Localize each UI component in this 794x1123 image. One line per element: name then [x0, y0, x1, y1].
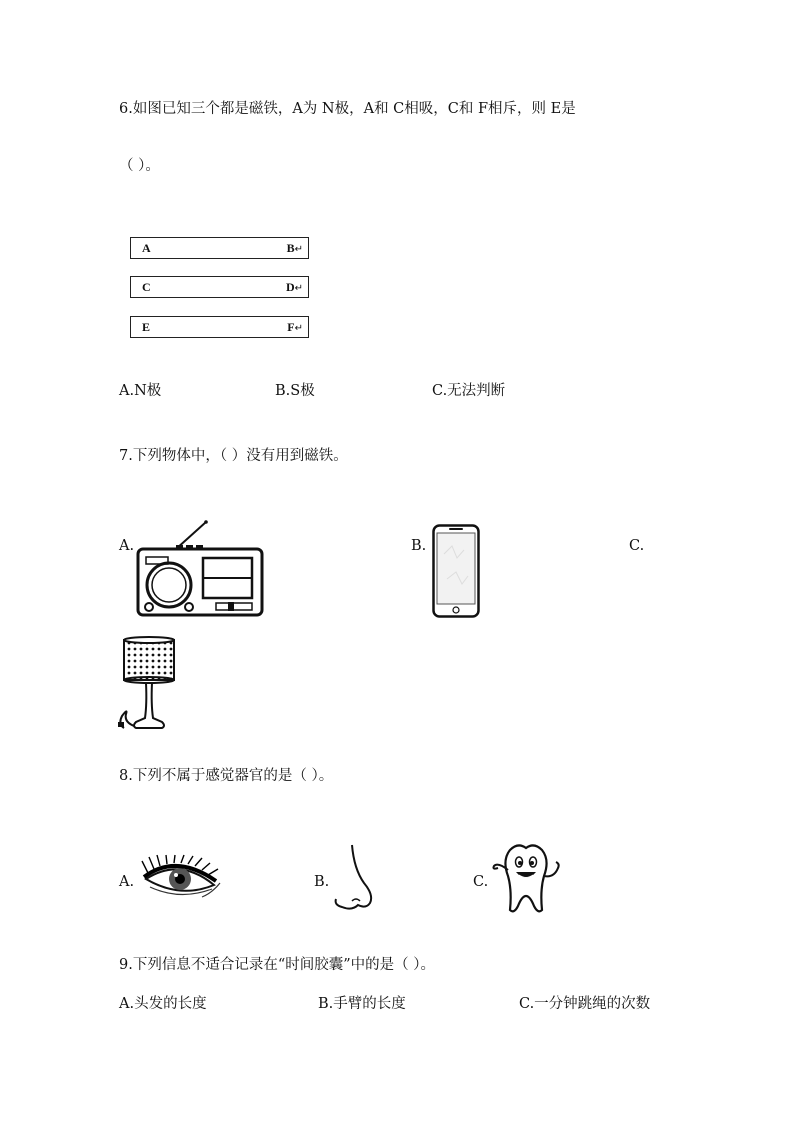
- magnet-cd: [130, 276, 309, 298]
- magnet-label-b: B: [286, 241, 295, 255]
- q7-stem: 7.下列物体中，（ ）没有用到磁铁。: [119, 448, 348, 464]
- q6-option-b: B.S极: [275, 383, 315, 399]
- q8-option-c-label: C.: [473, 874, 489, 890]
- magnet-label-c: C: [142, 280, 151, 294]
- magnet-label-d: D: [285, 280, 295, 294]
- q7-option-c-label: C.: [629, 538, 645, 554]
- radio-image: [136, 520, 266, 620]
- return-mark-icon: ↵: [294, 244, 303, 255]
- magnet-label-f: F: [287, 320, 295, 334]
- q8-option-b-label: B.: [314, 874, 330, 890]
- magnet-ab: [130, 237, 309, 259]
- q6-option-a: A.N极: [119, 383, 162, 399]
- q9-option-b: B.手臂的长度: [318, 996, 406, 1012]
- return-mark-icon: ↵: [294, 323, 303, 334]
- q7-option-b-label: B.: [411, 538, 427, 554]
- q6-option-c: C.无法判断: [432, 383, 506, 399]
- table-lamp-image: [114, 634, 186, 734]
- smartphone-image: [432, 524, 480, 618]
- tooth-image: [488, 840, 564, 916]
- q9-option-c: C.一分钟跳绳的次数: [519, 996, 651, 1012]
- q6-answer-blank: （ ）。: [119, 158, 160, 174]
- eye-image: [140, 855, 224, 905]
- q6-stem: 6.如图已知三个都是磁铁，A为 N极，A和 C相吸，C和 F相斥，则 E是: [119, 101, 576, 117]
- q8-stem: 8.下列不属于感觉器官的是（ ）。: [119, 768, 334, 784]
- magnet-ef: [130, 316, 309, 338]
- q8-option-a-label: A.: [119, 874, 135, 890]
- nose-image: [330, 843, 380, 913]
- q9-option-a: A.头发的长度: [119, 996, 207, 1012]
- magnet-label-a: A: [142, 241, 151, 255]
- q7-option-a-label: A.: [119, 538, 135, 554]
- magnet-label-e: E: [142, 320, 151, 334]
- q9-stem: 9.下列信息不适合记录在“时间胶囊”中的是（ ）。: [119, 957, 436, 973]
- return-mark-icon: ↵: [294, 283, 303, 294]
